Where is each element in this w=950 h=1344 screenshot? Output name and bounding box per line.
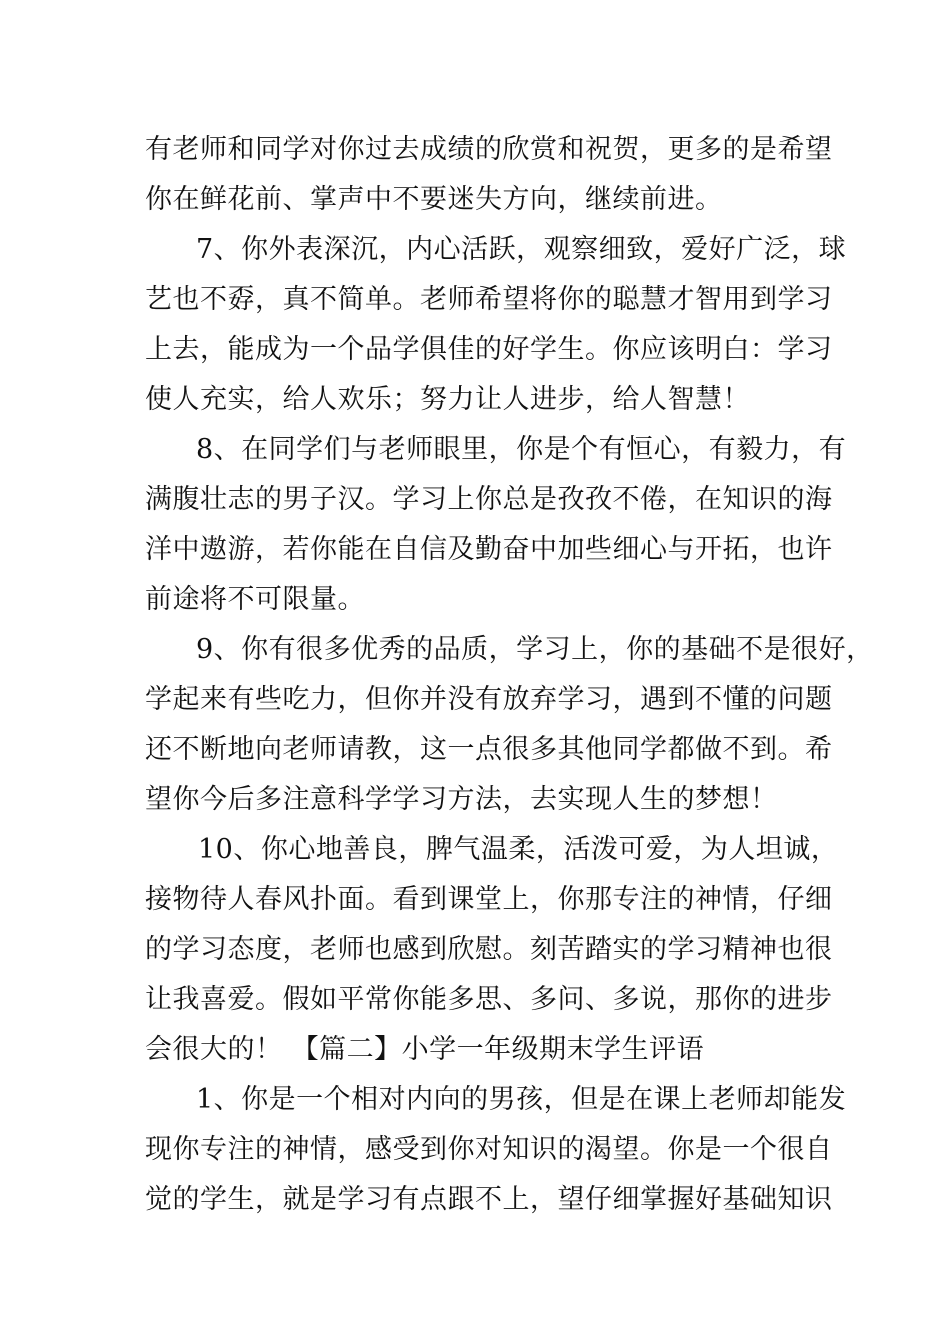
- text-line: 前途将不可限量。: [145, 584, 365, 615]
- text-line: 满腹壮志的男子汉。学习上你总是孜孜不倦，在知识的海: [145, 484, 833, 515]
- text-line: 望你今后多注意科学学习方法，去实现人生的梦想！: [145, 784, 778, 815]
- text-line: 还不断地向老师请教，这一点很多其他同学都做不到。希: [145, 734, 833, 765]
- text-line: 艺也不孬，真不简单。老师希望将你的聪慧才智用到学习: [145, 284, 833, 315]
- paragraph-1-start: 1、你是一个相对内向的男孩，但是在课上老师却能发: [196, 1084, 847, 1115]
- text-line: 觉的学生，就是学习有点跟不上，望仔细掌握好基础知识: [145, 1184, 833, 1215]
- text-line: 接物待人春风扑面。看到课堂上，你那专注的神情，仔细: [145, 884, 833, 915]
- text-line: 学起来有些吃力，但你并没有放弃学习，遇到不懂的问题: [145, 684, 833, 715]
- text-line: 洋中遨游，若你能在自信及勤奋中加些细心与开拓，也许: [145, 534, 833, 565]
- paragraph-9-start: 9、你有很多优秀的品质，学习上，你的基础不是很好，: [196, 634, 874, 665]
- text-line: 上去，能成为一个品学俱佳的好学生。你应该明白：学习: [145, 334, 833, 365]
- text-line: 你在鲜花前、掌声中不要迷失方向，继续前进。: [145, 184, 723, 215]
- paragraph-7-start: 7、你外表深沉，内心活跃，观察细致，爱好广泛，球: [196, 234, 847, 265]
- paragraph-8-start: 8、在同学们与老师眼里，你是个有恒心，有毅力，有: [196, 434, 847, 465]
- text-line: 现你专注的神情，感受到你对知识的渴望。你是一个很自: [145, 1134, 833, 1165]
- paragraph-10-start: 10、你心地善良，脾气温柔，活泼可爱，为人坦诚，: [198, 834, 839, 865]
- text-line: 的学习态度，老师也感到欣慰。刻苦踏实的学习精神也很: [145, 934, 833, 965]
- section-heading-line: 会很大的！ 【篇二】小学一年级期末学生评语: [145, 1034, 705, 1065]
- text-line: 使人充实，给人欢乐；努力让人进步，给人智慧！: [145, 384, 750, 415]
- text-line: 有老师和同学对你过去成绩的欣赏和祝贺，更多的是希望: [145, 134, 833, 165]
- text-line: 让我喜爱。假如平常你能多思、多问、多说，那你的进步: [145, 984, 833, 1015]
